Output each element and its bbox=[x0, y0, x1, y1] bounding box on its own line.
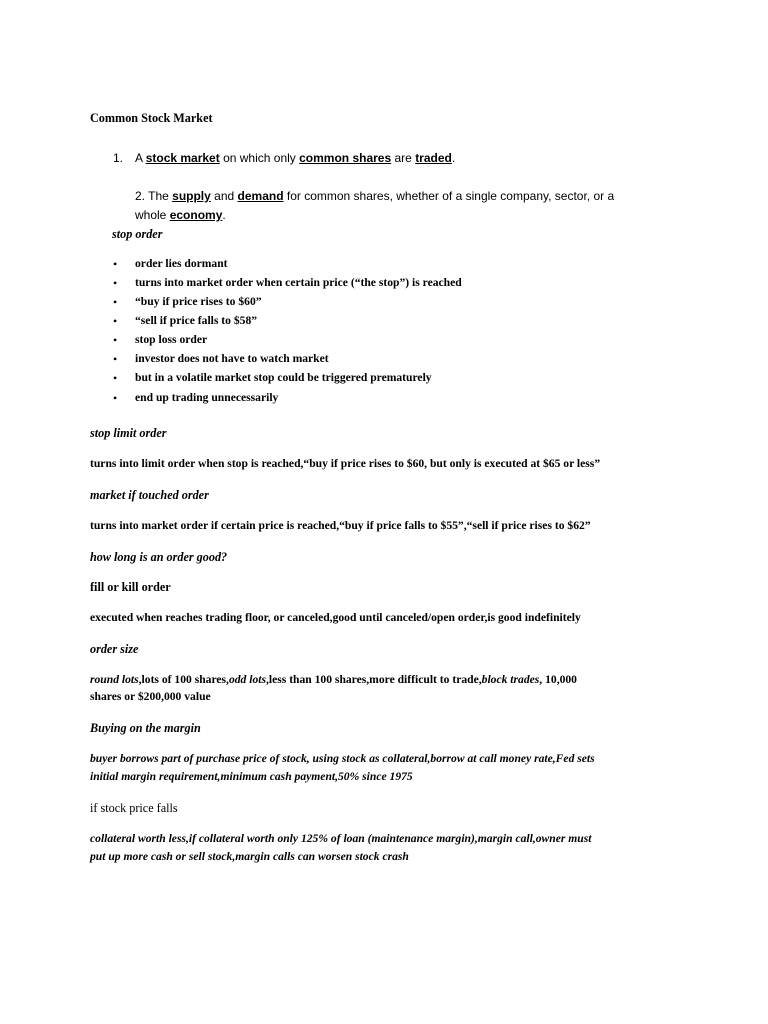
link-common-shares[interactable]: common shares bbox=[299, 151, 392, 165]
link-stock-market[interactable]: stock market bbox=[145, 151, 220, 165]
list-item: end up trading unnecessarily bbox=[135, 391, 279, 404]
bullet-icon: • bbox=[113, 333, 118, 347]
order-size-line-2: shares or $200,000 value bbox=[90, 690, 211, 703]
document-title: Common Stock Market bbox=[90, 111, 213, 125]
list-item: investor does not have to watch market bbox=[135, 352, 329, 365]
list-item: but in a volatile market stop could be triggered prematurely bbox=[135, 371, 432, 384]
list-item: stop loss order bbox=[135, 333, 208, 346]
fill-or-kill-label: fill or kill order bbox=[90, 580, 171, 594]
stop-limit-text: turns into limit order when stop is reached,“buy if price rises to $60, but only is executed at $65 or less” bbox=[90, 457, 601, 470]
order-good-text: executed when reaches trading floor, or canceled,good until canceled/open order,is good indefinitely bbox=[90, 611, 581, 624]
price-falls-line-1: collateral worth less,if collateral worth only 125% of loan (maintenance margin),margin call,owner must bbox=[90, 832, 592, 845]
price-falls-line-2: put up more cash or sell stock,margin calls can worsen stock crash bbox=[90, 850, 409, 863]
bullet-icon: • bbox=[113, 314, 118, 328]
stop-order-heading: stop order bbox=[112, 227, 163, 241]
bullet-icon: • bbox=[113, 391, 118, 405]
list-item: order lies dormant bbox=[135, 257, 228, 270]
bullet-icon: • bbox=[113, 295, 118, 309]
list-item: “sell if price falls to $58” bbox=[135, 314, 258, 327]
link-demand[interactable]: demand bbox=[237, 189, 284, 203]
item-2-line-2: whole economy. bbox=[135, 208, 226, 222]
margin-heading: Buying on the margin bbox=[90, 721, 201, 735]
stop-limit-heading: stop limit order bbox=[90, 426, 167, 440]
bullet-icon: • bbox=[113, 276, 118, 290]
bullet-icon: • bbox=[113, 371, 118, 385]
bullet-icon: • bbox=[113, 352, 118, 366]
list-item: “buy if price rises to $60” bbox=[135, 295, 262, 308]
price-falls-heading: if stock price falls bbox=[90, 801, 178, 815]
item-number: 1. bbox=[113, 151, 124, 165]
link-traded[interactable]: traded bbox=[415, 151, 452, 165]
bullet-icon: • bbox=[113, 257, 118, 271]
item-2-line-1: 2. The supply and demand for common shares, whether of a single company, sector, or a bbox=[135, 189, 615, 203]
margin-line-2: initial margin requirement,minimum cash payment,50% since 1975 bbox=[90, 770, 413, 783]
list-item: turns into market order when certain price (“the stop”) is reached bbox=[135, 276, 462, 289]
link-supply[interactable]: supply bbox=[172, 189, 211, 203]
margin-line-1: buyer borrows part of purchase price of stock, using stock as collateral,borrow at call money rate,Fed sets bbox=[90, 752, 595, 765]
order-size-line-1: round lots,lots of 100 shares,odd lots,less than 100 shares,more difficult to trade,block trades, 10,000 bbox=[90, 673, 577, 686]
market-if-touched-heading: market if touched order bbox=[90, 488, 209, 502]
market-if-touched-text: turns into market order if certain price is reached,“buy if price falls to $55”,“sell if price rises to $62” bbox=[90, 519, 591, 532]
order-good-heading: how long is an order good? bbox=[90, 550, 228, 564]
item-1-text: A stock market on which only common shares are traded. bbox=[135, 151, 456, 165]
link-economy[interactable]: economy bbox=[169, 208, 223, 222]
order-size-heading: order size bbox=[90, 642, 139, 656]
